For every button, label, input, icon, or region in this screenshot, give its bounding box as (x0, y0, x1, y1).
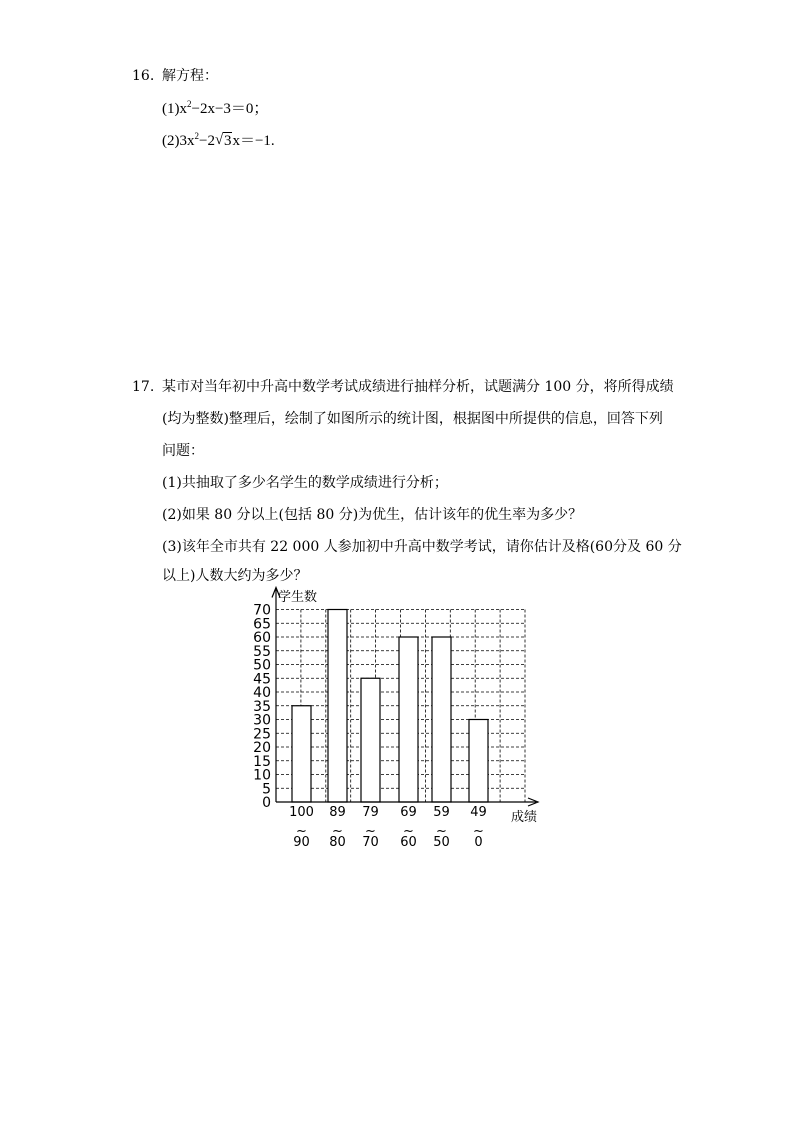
sqrt-symbol: √ 3 (214, 132, 232, 149)
y-tick-label: 5 (262, 781, 271, 798)
x-tick-labels (289, 805, 487, 850)
question-17-line-7: 以上)人数大约为多少？ (162, 568, 308, 584)
sqrt-radicand: 3 (223, 133, 232, 149)
y-tick-label: 50 (253, 657, 271, 674)
bar (328, 610, 347, 803)
part-2-prefix: (2)3x (162, 133, 195, 149)
y-tick-label: 45 (253, 671, 271, 688)
y-tick-label: 70 (253, 602, 271, 619)
y-tick-label: 35 (253, 698, 271, 715)
question-17-line-4: (1)共抽取了多少名学生的数学成绩进行分析； (162, 475, 448, 491)
x-tick-label-top: 69 (400, 805, 417, 820)
y-axis-label: 学生数 (278, 590, 318, 605)
question-16-number: 16. (132, 68, 155, 84)
y-tick-label: 40 (253, 685, 271, 701)
bar (469, 720, 488, 803)
y-tick-label: 65 (253, 616, 271, 633)
question-17-line-6: (3)该年全市共有 22 000 人参加初中升高中数学考试，请你估计及格(60分及 60 分 (162, 539, 682, 555)
y-tick-label: 60 (253, 630, 271, 646)
question-17-line-3: 问题： (162, 443, 204, 459)
part-1-exponent: 2 (187, 99, 192, 109)
part-2-rest: x＝−1. (232, 133, 275, 149)
x-tick-label-tilde: ~ (365, 824, 376, 839)
x-tick-label-tilde: ~ (473, 824, 484, 839)
y-tick-label: 30 (253, 712, 271, 729)
x-tick-label-bottom: 50 (433, 835, 450, 850)
x-tick-label-bottom: 0 (474, 835, 483, 850)
x-tick-label-tilde: ~ (296, 824, 307, 839)
x-tick-label-bottom: 90 (293, 835, 310, 850)
x-tick-label-top: 100 (289, 805, 314, 820)
y-tick-label: 0 (262, 795, 271, 811)
question-16-title: 解方程： (162, 68, 218, 84)
x-tick-label-tilde: ~ (436, 824, 447, 839)
x-tick-label-top: 89 (329, 805, 346, 820)
x-tick-label-tilde: ~ (403, 824, 414, 839)
part-2-exponent: 2 (194, 131, 199, 141)
question-16-part-1 (162, 99, 268, 119)
y-tick-labels (253, 603, 271, 812)
y-tick-label: 55 (253, 643, 271, 660)
x-tick-label-top: 49 (470, 805, 487, 820)
x-axis-label: 成绩 (511, 810, 538, 825)
question-17-number: 17. (132, 379, 155, 395)
question-16-part-2 (162, 131, 275, 151)
x-tick-label-top: 79 (362, 805, 379, 820)
y-tick-label: 25 (253, 726, 271, 743)
question-17-line-1: 某市对当年初中升高中数学考试成绩进行抽样分析，试题满分 100 分，将所得成绩 (162, 379, 674, 395)
x-tick-label-bottom: 80 (329, 835, 346, 850)
y-tick-label: 10 (253, 767, 271, 784)
part-1-rest: −2x−3＝0； (191, 101, 269, 117)
x-tick-label-bottom: 60 (400, 835, 417, 850)
y-tick-label: 15 (253, 753, 271, 770)
x-tick-label-top: 59 (433, 805, 450, 820)
bar (399, 637, 418, 802)
bar (361, 678, 380, 802)
y-tick-label: 20 (253, 740, 271, 756)
x-tick-label-tilde: ~ (332, 824, 343, 839)
bar (432, 637, 451, 802)
question-17-line-2: (均为整数)整理后，绘制了如图所示的统计图，根据图中所提供的信息，回答下列 (162, 411, 663, 427)
bar (292, 706, 311, 802)
x-tick-label-bottom: 70 (362, 835, 379, 850)
part-1-prefix: (1)x (162, 101, 187, 117)
part-2-mid: −2 (199, 133, 215, 149)
bar-chart (240, 585, 560, 860)
question-17-line-5: (2)如果 80 分以上(包括 80 分)为优生，估计该年的优生率为多少？ (162, 507, 583, 523)
